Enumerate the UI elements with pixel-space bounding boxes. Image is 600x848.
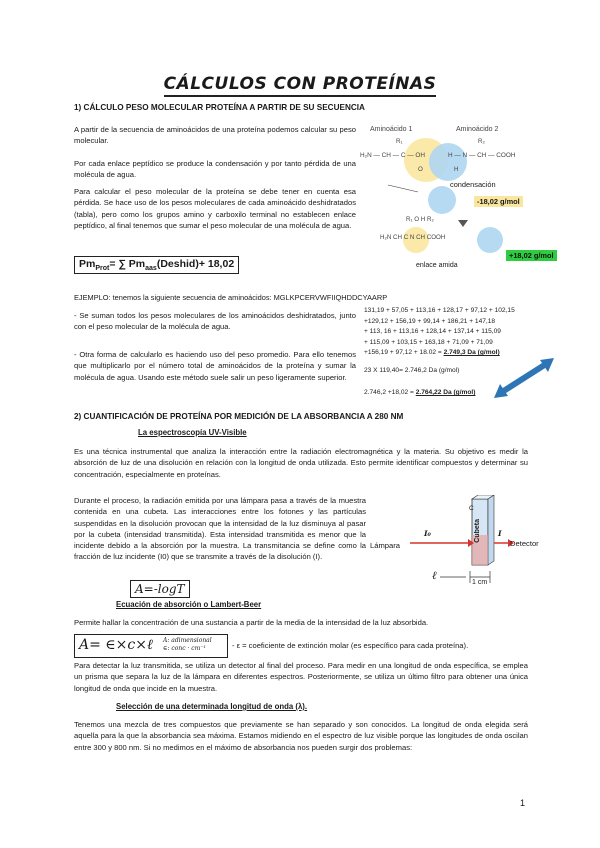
aa1-label: Aminoácido 1 bbox=[370, 126, 413, 133]
calc-line: 131,19 + 57,05 + 113,16 + 128,17 + 97,12 + 102,15 bbox=[364, 307, 515, 314]
condensation-label: condensación bbox=[450, 180, 496, 189]
detector-label: Detector bbox=[510, 539, 539, 548]
peptide-bond-diagram bbox=[358, 120, 570, 278]
average-result: 2.746,2 +18,02 = 2.764,22 Da (g/mol) bbox=[364, 389, 476, 396]
page-number: 1 bbox=[520, 798, 526, 808]
spectroscopy-subtitle: La espectroscopía UV-Visible bbox=[138, 428, 247, 437]
product-top: R₁ O H R₂ bbox=[406, 216, 434, 223]
aa1-oxygen: O bbox=[418, 166, 423, 173]
aa2-formula: H — N — CH — COOH bbox=[448, 152, 516, 159]
average-calculation: 23 X 119,40= 2.746,2 Da (g/mol) bbox=[364, 367, 460, 374]
section2-p1: Es una técnica instrumental que analiza la interacción entre la radiación electromagnética y la materia. Su objetivo es medir la absorción de luz de una disolución en relación con la longitud de onda utilizada. Esto permite identificar compuestos y determinar su concentración, especialmente en proteínas. bbox=[74, 447, 528, 479]
water-gain-badge: +18,02 g/mol bbox=[506, 250, 557, 261]
example-p1: - Se suman todos los pesos moleculares de los aminoácidos deshidratados, junto con el peso molecular de la molécula de agua. bbox=[74, 311, 356, 332]
calc-line: +129,12 + 156,19 + 99,14 + 186,21 + 147,18 bbox=[364, 317, 496, 325]
product-formula: H₂N CH C N CH COOH bbox=[380, 234, 446, 241]
calc-line: + 113, 16 + 113,16 + 128,14 + 137,14 + 115,09 bbox=[364, 328, 501, 336]
section2-p2: Durante el proceso, la radiación emitida por una lámpara pasa a través de la muestra contenida en una cubeta. Las interacciones entre los fotones y las partículas suspendidas en la disolución provocan que la intensidad de la luz disminuya al pasar por la cubeta (intensidad transmitida). Esta intensidad transmitida es menor que la incidente debido a la absorción por la muestra. La transmitancia se define como la fracción de luz incidente (I0) que se transmite a través de la disolución (I). bbox=[74, 496, 366, 562]
incident-intensity-label: I₀ bbox=[424, 529, 431, 538]
section2-p5: Tenemos una mezcla de tres compuestos que previamente se han separado y son conocidos. La longitud de onda elegida será aquella para la que la absorbancia sea máxima. Estamos midiendo en el espectro de luz visible porque las longitudes de onda oscilan entre 300 y 800 nm. Si no medimos en el máximo de absorbancia nos pueden surgir dos problemas: bbox=[74, 720, 528, 752]
water-loss-badge: -18,02 g/mol bbox=[474, 196, 523, 207]
section2-p4: Para detectar la luz transmitida, se utiliza un detector al final del proceso. Para medir en una longitud de onda específica, se emplea un prisma que separa la luz de la lámpara en diferentes espectros. Posteriormente, se utiliza un último filtro para obtener una única longitud de onda que incide en la muestra. bbox=[74, 661, 528, 693]
molecular-weight-formula: $Pm_{Prot}=$ ∑ $Pm_{aas}(Deshid)+ 18,02$ bbox=[74, 256, 239, 274]
lambert-beer-subtitle: Ecuación de absorción o Lambert-Beer bbox=[116, 600, 262, 609]
wavelength-subtitle: Selección de una determinada longitud de onda (λ). bbox=[116, 702, 308, 711]
aa1-formula: H₂N — CH — C — OH bbox=[360, 152, 425, 159]
aa2-label: Aminoácido 2 bbox=[456, 126, 499, 133]
section1-p2: Por cada enlace peptídico se produce la condensación y por tanto pérdida de una molécula de agua. bbox=[74, 159, 356, 180]
sum-calculation bbox=[364, 306, 564, 359]
cuvette-diagram bbox=[370, 495, 539, 590]
section2-heading: 2) CUANTIFICACIÓN DE PROTEÍNA POR MEDICIÓN DE LA ABSORBANCIA A 280 NM bbox=[74, 412, 404, 421]
example-heading: EJEMPLO: tenemos la siguiente secuencia de aminoácidos: MGLKPCERVWFIIQHDDCYAARP bbox=[74, 293, 388, 302]
transmitted-intensity-label: I bbox=[498, 529, 502, 538]
amide-bond-label: enlace amida bbox=[416, 262, 458, 269]
path-length-symbol: ℓ bbox=[432, 569, 437, 582]
section2-p3: Permite hallar la concentración de una sustancia a partir de la media de la intensidad de la luz absorbida. bbox=[74, 618, 429, 627]
beer-lambert-units: A: adimensional ∈: conc · cm⁻¹ bbox=[163, 637, 212, 652]
aa2-r-group: R₂ bbox=[478, 138, 485, 145]
path-length-value: 1 cm bbox=[472, 579, 488, 586]
epsilon-definition: - ε = coeficiente de extinción molar (es específico para cada proteína). bbox=[232, 641, 469, 650]
aa1-r-group: R₁ bbox=[396, 138, 403, 145]
section1-p3: Para calcular el peso molecular de la proteína se debe tener en cuenta esa pérdida. Se hace uso de los pesos moleculares de cada aminoácido deshidratados (tabla), pero como los grupos amino y carboxilo terminal no establecen enlace peptídico, al final tenemos que sumar el peso molecular de una molécula de agua. bbox=[74, 187, 356, 230]
section1-heading: 1) CÁLCULO PESO MOLECULAR PROTEÍNA A PARTIR DE SU SECUENCIA bbox=[74, 103, 365, 112]
calc-line: + 115,09 + 103,15 + 163,18 + 71,09 + 71,09 bbox=[364, 338, 493, 346]
double-arrow-icon bbox=[494, 356, 554, 400]
absorbance-log-formula: A=-logT bbox=[130, 580, 190, 598]
page-title: CÁLCULOS CON PROTEÍNAS bbox=[0, 74, 600, 94]
cuvette-vertical-label: Cubeta bbox=[474, 519, 481, 543]
example-p2: - Otra forma de calcularlo es haciendo uso del peso promedio. Para ello tenemos que multiplicarlo por el número total de aminoácidos de la proteína y sumar la molécula de agua. Usando este método suele salir un peso ligeramente superior. bbox=[74, 350, 356, 382]
aa2-hydrogen: H bbox=[454, 166, 459, 173]
calc-line: +156,19 + 97,12 + 18.02 = 2.749,3 Da (g/mol) bbox=[364, 349, 500, 357]
beer-lambert-formula-box bbox=[74, 634, 228, 658]
beer-lambert-formula: A= ∈×c×ℓ bbox=[79, 637, 153, 653]
section1-p1: A partir de la secuencia de aminoácidos de una proteína podemos calcular su peso molecular. bbox=[74, 125, 356, 146]
concentration-label: C bbox=[469, 505, 474, 512]
lamp-label: Lámpara bbox=[370, 541, 400, 550]
